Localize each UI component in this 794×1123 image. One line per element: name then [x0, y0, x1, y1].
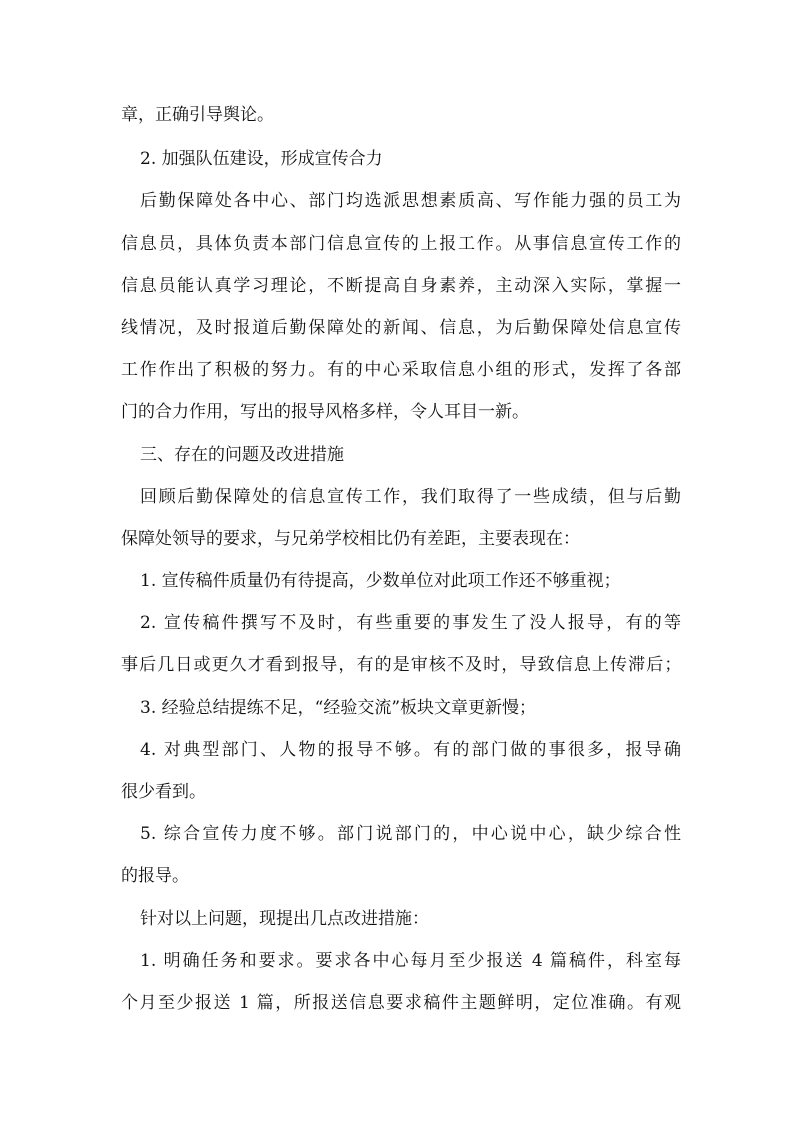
- paragraph-line: 工作作出了积极的努力。有的中心采取信息小组的形式，发挥了各部: [121, 360, 681, 380]
- paragraph-line: 回顾后勤保障处的信息宣传工作，我们取得了一些成绩，但与后勤: [140, 487, 681, 507]
- paragraph-line: 信息员，具体负责本部门信息宣传的上报工作。从事信息宣传工作的: [121, 234, 681, 254]
- paragraph-line: 很少看到。: [121, 782, 206, 802]
- paragraph-line: 章，正确引导舆论。: [121, 105, 274, 125]
- paragraph-line: 的报导。: [121, 866, 189, 886]
- paragraph-line: 信息员能认真学习理论，不断提高自身素养，主动深入实际，掌握一: [121, 276, 681, 296]
- list-item: 1. 宣传稿件质量仍有待提高，少数单位对此项工作还不够重视；: [140, 571, 621, 591]
- list-item: 4. 对典型部门、人物的报导不够。有的部门做的事很多，报导确: [140, 740, 681, 760]
- list-item: 1. 明确任务和要求。要求各中心每月至少报送 4 篇稿件，科室每: [140, 951, 681, 971]
- paragraph-line: 针对以上问题，现提出几点改进措施：: [140, 909, 429, 929]
- section-heading: 2. 加强队伍建设，形成宣传合力: [140, 149, 383, 169]
- paragraph-line: 门的合力作用，写出的报导风格多样，令人耳目一新。: [121, 402, 529, 422]
- list-item: 5. 综合宣传力度不够。部门说部门的，中心说中心，缺少综合性: [140, 824, 681, 844]
- list-item: 3. 经验总结提练不足，“经验交流”板块文章更新慢；: [140, 698, 537, 718]
- paragraph-line: 个月至少报送 1 篇，所报送信息要求稿件主题鲜明，定位准确。有观: [121, 993, 681, 1013]
- section-heading: 三、存在的问题及改进措施: [140, 445, 344, 465]
- paragraph-line: 保障处领导的要求，与兄弟学校相比仍有差距，主要表现在：: [121, 529, 580, 549]
- paragraph-line: 后勤保障处各中心、部门均选派思想素质高、写作能力强的员工为: [140, 191, 681, 211]
- paragraph-line: 线情况，及时报道后勤保障处的新闻、信息，为后勤保障处信息宣传: [121, 318, 681, 338]
- paragraph-line: 事后几日或更久才看到报导，有的是审核不及时，导致信息上传滞后；: [121, 655, 681, 675]
- list-item: 2. 宣传稿件撰写不及时，有些重要的事发生了没人报导，有的等: [140, 613, 681, 633]
